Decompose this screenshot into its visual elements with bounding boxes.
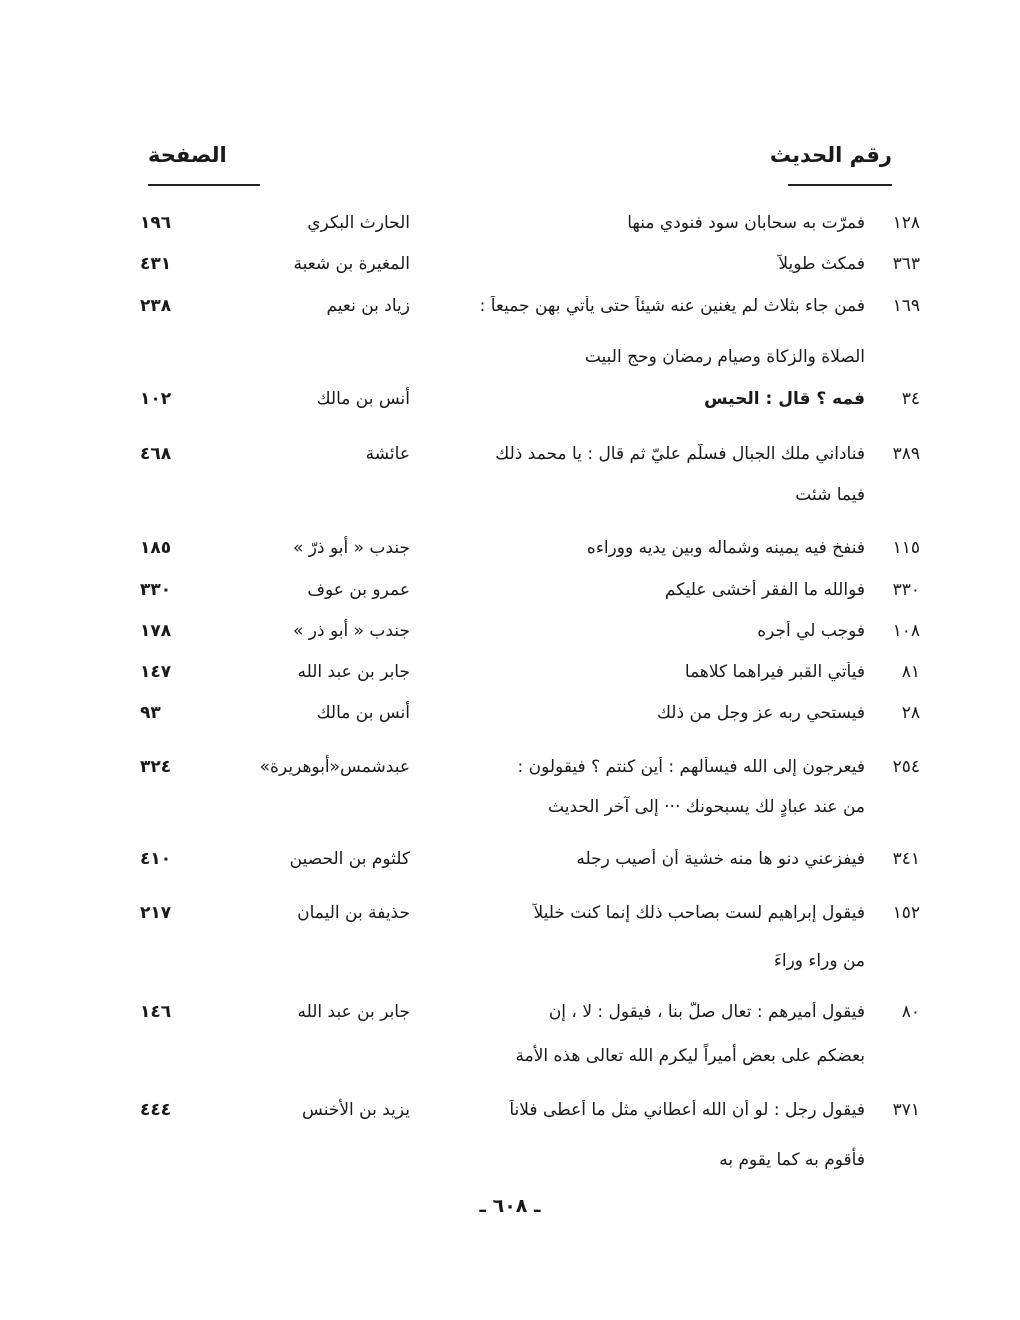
narrator: عبدشمس«أبوهريرة» (259, 757, 410, 777)
index-entry (140, 662, 920, 696)
narrator: المغيرة بن شعبة (293, 254, 410, 274)
hadith-number: ٣٤١ (892, 849, 920, 869)
page-reference: ٣٣٠ (140, 580, 172, 600)
hadith-number: ١٦٩ (892, 296, 920, 316)
page-column-header: الصفحة (148, 143, 227, 167)
hadith-number: ٨٠ (901, 1002, 920, 1022)
index-entry (140, 621, 920, 655)
hadith-text: فيقول إبراهيم لست بصاحب ذلك إنما كنت خليلاً (533, 903, 865, 923)
hadith-text-continuation: فيما شئت (795, 485, 865, 505)
hadith-text: فمن جاء بثلاث لم يغنين عنه شيئاً حتى يأتي بهن جميعاً : (479, 296, 865, 316)
page-reference: ٣٢٤ (140, 757, 172, 777)
narrator: حذيفة بن اليمان (297, 903, 410, 923)
narrator: أنس بن مالك (316, 389, 410, 409)
page-reference: ١٤٧ (140, 662, 172, 682)
hadith-number: ١١٥ (892, 538, 920, 558)
hadith-text: فيقول أميرهم : تعال صلّ بنا ، فيقول : لا ، إن (548, 1002, 865, 1022)
hadith-text: فمه ؟ قال : الحيس (704, 389, 865, 409)
index-entry (140, 757, 920, 791)
narrator: جندب « أبو ذرّ » (293, 538, 410, 558)
page-reference: ٤١٠ (140, 849, 172, 869)
page-reference: ١٨٥ (140, 538, 172, 558)
hadith-header-rule (788, 184, 892, 186)
index-entry (140, 389, 920, 423)
hadith-text-continuation: الصلاة والزكاة وصيام رمضان وحج البيت (584, 347, 865, 367)
index-entry (140, 849, 920, 883)
hadith-text-continuation: من وراء وراءَ (773, 951, 865, 971)
page-reference: ٢٣٨ (140, 296, 172, 316)
page-reference: ١٤٦ (140, 1002, 172, 1022)
hadith-number: ٣٦٣ (892, 254, 920, 274)
hadith-text: فيأتي القبر فيراهما كلاهما (684, 662, 865, 682)
index-entry (140, 1002, 920, 1036)
narrator: أنس بن مالك (316, 703, 410, 723)
narrator: يزيد بن الأخنس (302, 1100, 410, 1120)
hadith-text-continuation: فأقوم به كما يقوم به (719, 1150, 865, 1170)
hadith-number: ٢٨ (901, 703, 920, 723)
index-entry (140, 254, 920, 288)
index-entry (140, 903, 920, 937)
hadith-text-continuation: من عند عبادٍ لك يسبحونك ··· إلى آخر الحديث (548, 797, 865, 817)
hadith-text: فنفخ فيه يمينه وشماله وبين يديه ووراءه (586, 538, 865, 558)
hadith-number: ٣٧١ (892, 1100, 920, 1120)
index-entry (140, 444, 920, 478)
hadith-text: فيعرجون إلى الله فيسألهم : أين كنتم ؟ فيقولون : (517, 757, 865, 777)
page-reference: ١٩٦ (140, 213, 172, 233)
hadith-text: فمكث طويلاً (778, 254, 865, 274)
hadith-number: ١٥٢ (892, 903, 920, 923)
narrator: جابر بن عبد الله (297, 662, 410, 682)
hadith-number: ٣٨٩ (892, 444, 920, 464)
hadith-text: فمرّت به سحابان سود فنودي منها (627, 213, 865, 233)
page-reference: ٢١٧ (140, 903, 172, 923)
hadith-text-continuation: بعضكم على بعض أميراً ليكرم الله تعالى هذه الأمة (515, 1046, 865, 1066)
index-entry (140, 213, 920, 247)
hadith-number: ٨١ (901, 662, 920, 682)
narrator: جابر بن عبد الله (297, 1002, 410, 1022)
page-reference: ٤٦٨ (140, 444, 172, 464)
index-entry (140, 703, 920, 737)
narrator: كلثوم بن الحصين (289, 849, 410, 869)
narrator: عمرو بن عوف (307, 580, 410, 600)
page-reference: ٩٣ (140, 703, 161, 723)
narrator: الحارث البكري (307, 213, 410, 233)
hadith-text: فناداني ملك الجبال فسلّم عليّ ثم قال : يا محمد ذلك (495, 444, 865, 464)
hadith-number: ١٢٨ (892, 213, 920, 233)
index-entry (140, 1100, 920, 1134)
page-reference: ٤٣١ (140, 254, 172, 274)
page-header-rule (148, 184, 260, 186)
hadith-text: فيفزعني دنو ها منه خشية أن أصيب رجله (576, 849, 865, 869)
index-entry (140, 580, 920, 614)
hadith-text: فيستحي ربه عز وجل من ذلك (656, 703, 865, 723)
index-entry (140, 296, 920, 330)
hadith-number: ٣٤ (901, 389, 920, 409)
hadith-text: فوالله ما الفقر أخشى عليكم (664, 580, 865, 600)
hadith-text: فوجب لي أجره (757, 621, 865, 641)
page-reference: ١٧٨ (140, 621, 172, 641)
hadith-number: ٢٥٤ (892, 757, 920, 777)
page-number: ـ ٦٠٨ ـ (479, 1195, 541, 1217)
narrator: زياد بن نعيم (326, 296, 410, 316)
hadith-number: ٣٣٠ (892, 580, 920, 600)
narrator: جندب « أبو ذر » (293, 621, 410, 641)
index-entry (140, 538, 920, 572)
page-reference: ٤٤٤ (140, 1100, 172, 1120)
hadith-number: ١٠٨ (892, 621, 920, 641)
narrator: عائشة (365, 444, 410, 464)
hadith-text: فيقول رجل : لو أن الله أعطاني مثل ما أعطى فلاناً (509, 1100, 865, 1120)
hadith-number-header: رقم الحديث (769, 143, 892, 167)
page-reference: ١٠٢ (140, 389, 172, 409)
